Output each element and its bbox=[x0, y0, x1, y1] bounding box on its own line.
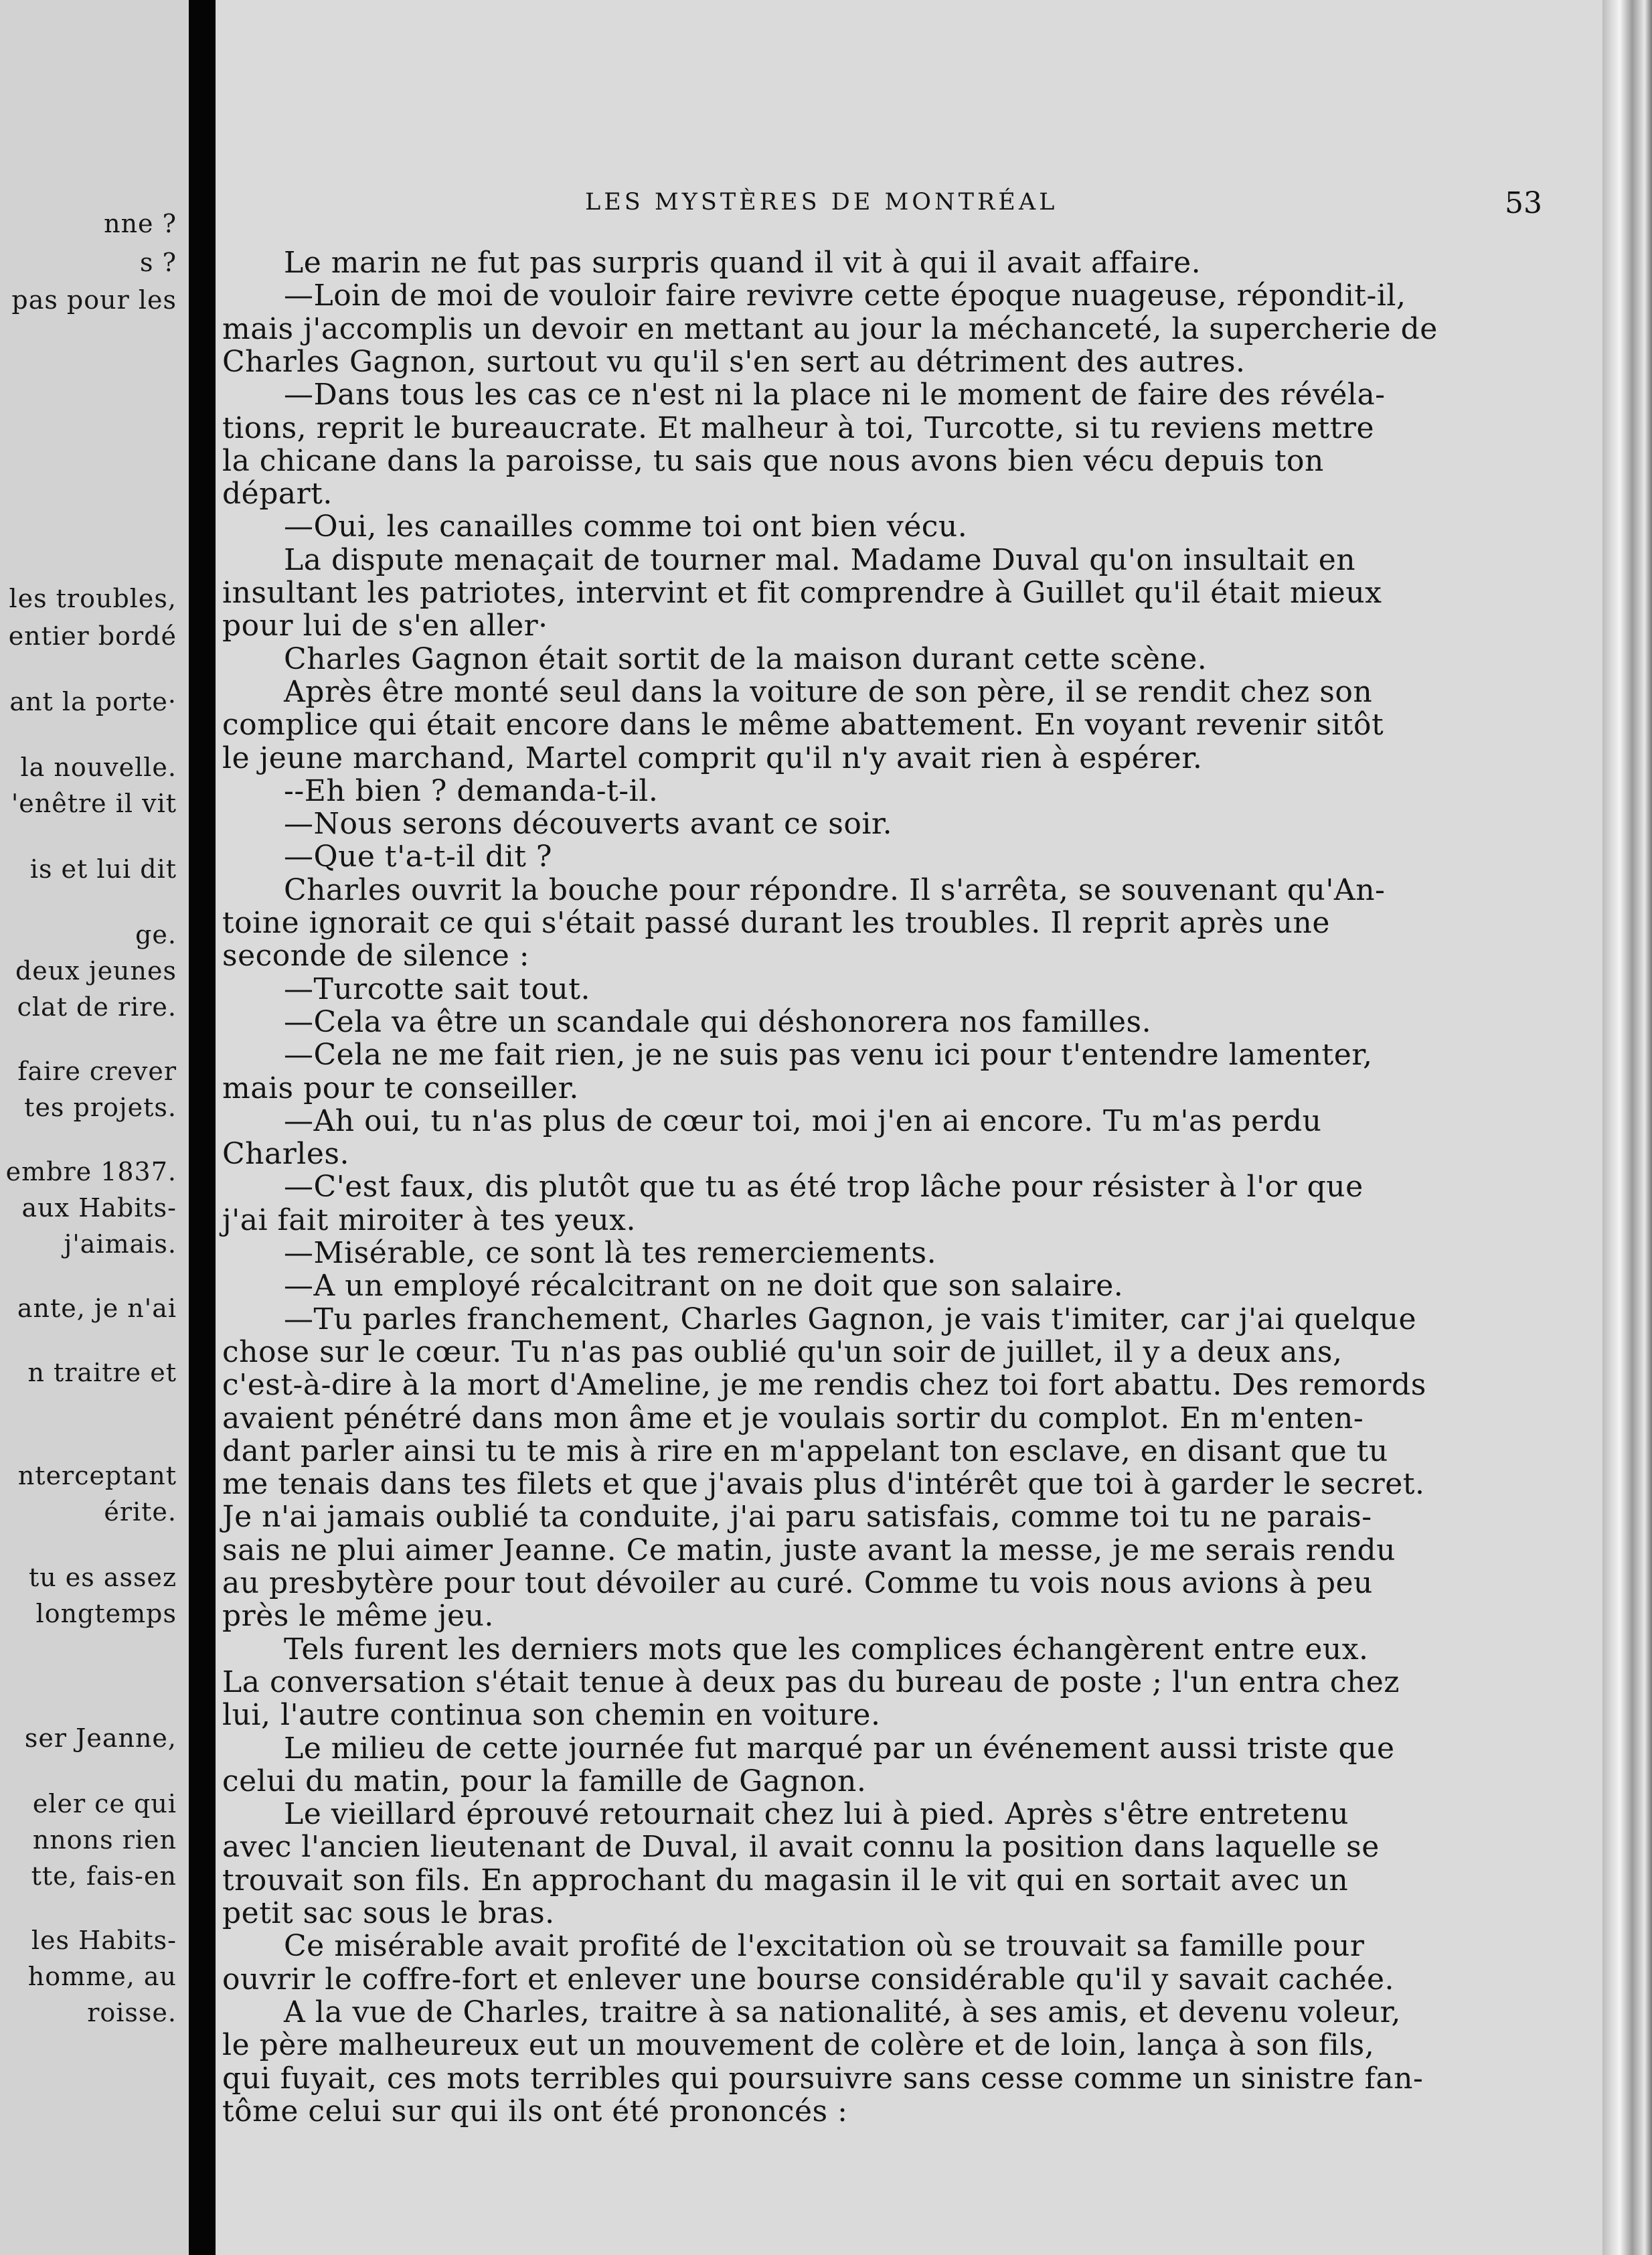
left-page-fragment: tte, fais-en bbox=[31, 1861, 177, 1891]
right-page bbox=[216, 0, 1602, 2255]
text-line: Charles Gagnon, surtout vu qu'il s'en sert au détriment des autres. bbox=[222, 345, 1246, 379]
left-page-fragment: longtemps bbox=[35, 1599, 177, 1628]
text-line: seconde de silence : bbox=[222, 939, 530, 973]
book-spine bbox=[189, 0, 216, 2255]
text-line: celui du matin, pour la famille de Gagnon. bbox=[222, 1764, 867, 1798]
left-page-fragment: tes projets. bbox=[24, 1093, 177, 1122]
text-line: —C'est faux, dis plutôt que tu as été trop lâche pour résister à l'or que bbox=[284, 1170, 1364, 1204]
text-line: A la vue de Charles, traitre à sa nationalité, à ses amis, et devenu voleur, bbox=[284, 1995, 1401, 2029]
running-title: LES MYSTÈRES DE MONTRÉAL bbox=[585, 189, 1058, 216]
left-page-fragment: faire crever bbox=[17, 1057, 177, 1086]
text-line: qui fuyait, ces mots terribles qui poursuivre sans cesse comme un sinistre fan- bbox=[222, 2062, 1424, 2096]
text-line: Charles ouvrit la bouche pour répondre. Il s'arrêta, se souvenant qu'An- bbox=[284, 873, 1386, 907]
text-line: près le même jeu. bbox=[222, 1599, 494, 1633]
text-line: —Ah oui, tu n'as plus de cœur toi, moi j'en ai encore. Tu m'as perdu bbox=[284, 1104, 1322, 1138]
text-line: —Cela ne me fait rien, je ne suis pas venu ici pour t'entendre lamenter, bbox=[284, 1038, 1373, 1072]
left-page-fragment: nne ? bbox=[104, 209, 177, 238]
text-line: —Que t'a-t-il dit ? bbox=[284, 840, 552, 874]
text-line: —Cela va être un scandale qui déshonorera nos familles. bbox=[284, 1005, 1152, 1039]
left-page-fragment: clat de rire. bbox=[17, 992, 177, 1022]
left-page-fragment: ge. bbox=[135, 920, 177, 949]
text-line: au presbytère pour tout dévoiler au curé. Comme tu vois nous avions à peu bbox=[222, 1566, 1373, 1600]
text-line: La conversation s'était tenue à deux pas du bureau de poste ; l'un entra chez bbox=[222, 1665, 1400, 1699]
text-line: sais ne plui aimer Jeanne. Ce matin, juste avant la messe, je me serais rendu bbox=[222, 1533, 1396, 1567]
left-page-fragment: les troubles, bbox=[9, 584, 177, 613]
left-page-fragment: embre 1837. bbox=[5, 1157, 177, 1186]
left-page-fragment: eler ce qui bbox=[32, 1789, 177, 1818]
text-line: —Oui, les canailles comme toi ont bien vécu. bbox=[284, 510, 968, 544]
text-line: pour lui de s'en aller· bbox=[222, 609, 548, 643]
text-line: —Loin de moi de vouloir faire revivre cette époque nuageuse, répondit-il, bbox=[284, 279, 1406, 313]
left-page-fragment: pas pour les bbox=[11, 285, 177, 315]
page-header bbox=[216, 181, 1602, 234]
text-line: —Dans tous les cas ce n'est ni la place ni le moment de faire des révéla- bbox=[284, 378, 1386, 412]
text-line: Le milieu de cette journée fut marqué par un événement aussi triste que bbox=[284, 1731, 1395, 1766]
text-line: Charles. bbox=[222, 1137, 349, 1171]
text-line: départ. bbox=[222, 477, 333, 511]
left-page-fragment: entier bordé bbox=[8, 621, 177, 651]
text-line: Après être monté seul dans la voiture de son père, il se rendit chez son bbox=[284, 675, 1373, 709]
text-line: Je n'ai jamais oublié ta conduite, j'ai paru satisfais, comme toi tu ne parais- bbox=[222, 1500, 1372, 1534]
left-page-fragment: is et lui dit bbox=[29, 854, 177, 884]
text-line: insultant les patriotes, intervint et fit comprendre à Guillet qu'il était mieux bbox=[222, 576, 1382, 610]
left-page-fragment: homme, au bbox=[27, 1962, 177, 1991]
text-line: me tenais dans tes filets et que j'avais plus d'intérêt que toi à garder le secret. bbox=[222, 1467, 1425, 1501]
text-line: complice qui était encore dans le même abattement. En voyant revenir sitôt bbox=[222, 708, 1384, 742]
left-page-fragment: ante, je n'ai bbox=[17, 1294, 177, 1323]
text-line: tôme celui sur qui ils ont été prononcés : bbox=[222, 2094, 848, 2128]
text-line: j'ai fait miroiter à tes yeux. bbox=[222, 1203, 636, 1237]
left-page-fragment: les Habits- bbox=[31, 1926, 177, 1955]
text-line: Le marin ne fut pas surpris quand il vit à qui il avait affaire. bbox=[284, 246, 1202, 280]
left-page-fragment: érite. bbox=[104, 1497, 177, 1527]
left-page-fragment: deux jeunes bbox=[15, 956, 177, 986]
left-page-fragment: ant la porte· bbox=[9, 687, 177, 716]
text-line: Le vieillard éprouvé retournait chez lui à pied. Après s'être entretenu bbox=[284, 1797, 1349, 1831]
text-line: la chicane dans la paroisse, tu sais que nous avons bien vécu depuis ton bbox=[222, 444, 1324, 478]
left-page-fragment: n traitre et bbox=[27, 1358, 177, 1387]
text-line: —Misérable, ce sont là tes remerciements. bbox=[284, 1236, 937, 1270]
text-line: tions, reprit le bureaucrate. Et malheur à toi, Turcotte, si tu reviens mettre bbox=[222, 411, 1374, 445]
text-line: avec l'ancien lieutenant de Duval, il avait connu la position dans laquelle se bbox=[222, 1830, 1380, 1864]
left-page-fragment: tu es assez bbox=[28, 1563, 177, 1592]
page-edge bbox=[1602, 0, 1652, 2255]
text-line: petit sac sous le bras. bbox=[222, 1896, 555, 1930]
text-line: mais j'accomplis un devoir en mettant au jour la méchanceté, la supercherie de bbox=[222, 312, 1438, 346]
text-line: le père malheureux eut un mouvement de colère et de loin, lança à son fils, bbox=[222, 2028, 1375, 2062]
text-line: Ce misérable avait profité de l'excitation où se trouvait sa famille pour bbox=[284, 1929, 1365, 1963]
text-line: Charles Gagnon était sortit de la maison durant cette scène. bbox=[284, 642, 1208, 676]
left-page-fragment: 'enêtre il vit bbox=[11, 789, 177, 818]
left-page-fragment: nterceptant bbox=[17, 1461, 177, 1490]
text-line: La dispute menaçait de tourner mal. Madame Duval qu'on insultait en bbox=[284, 543, 1356, 577]
text-line: lui, l'autre continua son chemin en voiture. bbox=[222, 1698, 881, 1732]
text-line: trouvait son fils. En approchant du magasin il le vit qui en sortait avec un bbox=[222, 1863, 1349, 1897]
text-line: —Tu parles franchement, Charles Gagnon, je vais t'imiter, car j'ai quelque bbox=[284, 1302, 1417, 1336]
text-line: —Nous serons découverts avant ce soir. bbox=[284, 807, 893, 841]
text-line: dant parler ainsi tu te mis à rire en m'appelant ton esclave, en disant que tu bbox=[222, 1434, 1388, 1468]
text-line: mais pour te conseiller. bbox=[222, 1071, 579, 1105]
left-page-fragment: la nouvelle. bbox=[20, 753, 177, 782]
left-page-fragment: j'aimais. bbox=[64, 1229, 177, 1259]
left-page-fragment: s ? bbox=[140, 248, 177, 277]
text-line: chose sur le cœur. Tu n'as pas oublié qu'un soir de juillet, il y a deux ans, bbox=[222, 1335, 1343, 1369]
text-line: —Turcotte sait tout. bbox=[284, 972, 590, 1006]
page-number: 53 bbox=[1505, 186, 1542, 220]
text-line: --Eh bien ? demanda-t-il. bbox=[284, 774, 659, 808]
text-line: —A un employé récalcitrant on ne doit que son salaire. bbox=[284, 1269, 1124, 1303]
left-page-fragment: ser Jeanne, bbox=[24, 1723, 177, 1753]
left-page-fragment: roisse. bbox=[87, 1998, 177, 2027]
text-line: le jeune marchand, Martel comprit qu'il n'y avait rien à espérer. bbox=[222, 741, 1203, 775]
left-page-fragment: nnons rien bbox=[32, 1825, 177, 1855]
text-line: c'est-à-dire à la mort d'Ameline, je me rendis chez toi fort abattu. Des remords bbox=[222, 1368, 1426, 1402]
left-page-fragment: aux Habits- bbox=[21, 1193, 177, 1223]
left-page bbox=[0, 0, 189, 2255]
text-line: Tels furent les derniers mots que les complices échangèrent entre eux. bbox=[284, 1632, 1369, 1666]
text-line: toine ignorait ce qui s'était passé durant les troubles. Il reprit après une bbox=[222, 906, 1330, 940]
text-line: avaient pénétré dans mon âme et je voulais sortir du complot. En m'enten- bbox=[222, 1401, 1364, 1435]
text-line: ouvrir le coffre-fort et enlever une bourse considérable qu'il y savait cachée. bbox=[222, 1962, 1394, 1997]
